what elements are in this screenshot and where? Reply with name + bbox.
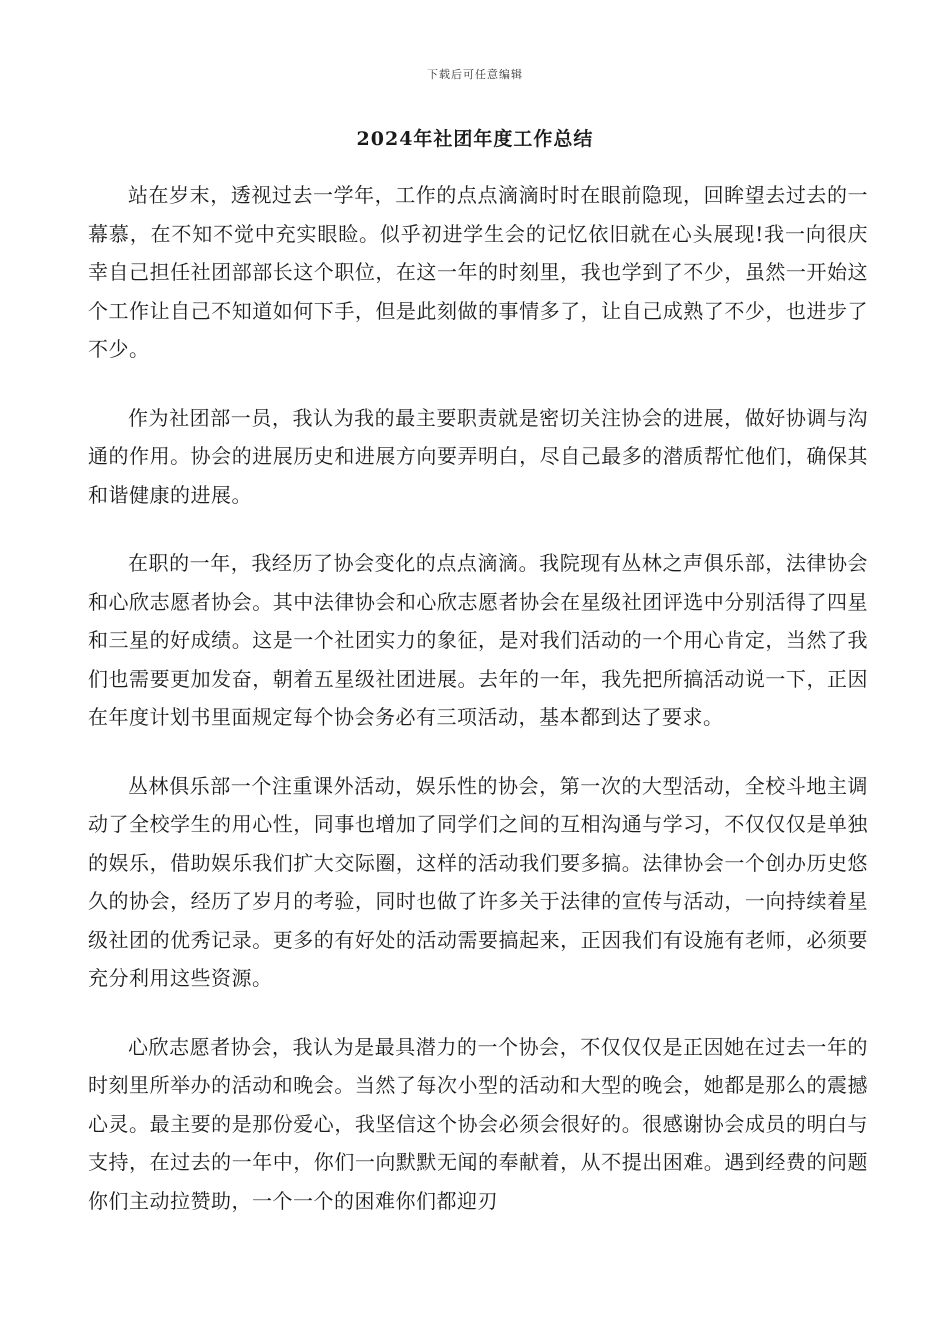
header-note: 下载后可任意编辑 [427, 68, 523, 81]
page-title: 2024年社团年度工作总结 [356, 128, 594, 150]
paragraph: 作为社团部一员，我认为我的最主要职责就是密切关注协会的进展，做好协调与沟通的作用。协会的进展历史和进展方向要弄明白，尽自己最多的潜质帮忙他们，确保其和谐健康的进展。 [88, 405, 868, 507]
paragraph: 在职的一年，我经历了协会变化的点点滴滴。我院现有丛林之声俱乐部，法律协会和心欣志愿者协会。其中法律协会和心欣志愿者协会在星级社团评选中分别活得了四星和三星的好成绩。这是一个社团实力的象征，是对我们活动的一个用心肯定，当然了我们也需要更加发奋，朝着五星级社团进展。去年的一年，我先把所搞活动说一下，正因在年度计划书里面规定每个协会务必有三项活动，基本都到达了要求。 [88, 551, 868, 729]
paragraph: 丛林俱乐部一个注重课外活动，娱乐性的协会，第一次的大型活动，全校斗地主调动了全校学生的用心性，同事也增加了同学们之间的互相沟通与学习，不仅仅仅是单独的娱乐，借助娱乐我们扩大交际圈，这样的活动我们要多搞。法律协会一个创办历史悠久的协会，经历了岁月的考验，同时也做了许多关于法律的宣传与活动，一向持续着星级社团的优秀记录。更多的有好处的活动需要搞起来，正因我们有设施有老师，必须要充分利用这些资源。 [88, 773, 868, 990]
document-body [88, 176, 868, 1250]
paragraph: 站在岁末，透视过去一学年，工作的点点滴滴时时在眼前隐现，回眸望去过去的一幕慕，在不知不觉中充实眼睑。似乎初进学生会的记忆依旧就在心头展现!我一向很庆幸自己担任社团部部长这个职位，在这一年的时刻里，我也学到了不少，虽然一开始这个工作让自己不知道如何下手，但是此刻做的事情多了，让自己成熟了不少，也进步了不少。 [88, 183, 868, 361]
paragraph: 心欣志愿者协会，我认为是最具潜力的一个协会，不仅仅仅是正因她在过去一年的时刻里所举办的活动和晚会。当然了每次小型的活动和大型的晚会，她都是那么的震撼心灵。最主要的是那份爱心，我坚信这个协会必须会很好的。很感谢协会成员的明白与支持，在过去的一年中，你们一向默默无闻的奉献着，从不提出困难。遇到经费的问题你们主动拉赞助，一个一个的困难你们都迎刃 [88, 1034, 868, 1213]
